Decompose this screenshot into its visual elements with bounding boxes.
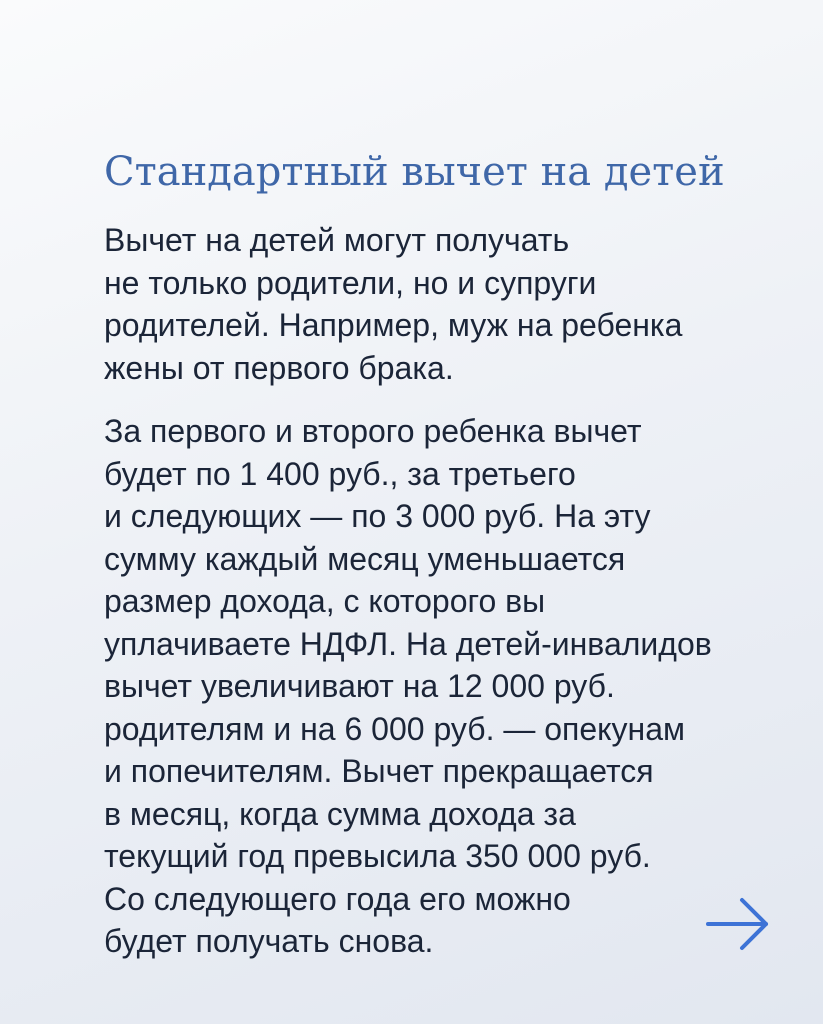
- paragraph-line: текущий год превысила 350 000 руб.: [104, 838, 651, 874]
- paragraph-line: родителям и на 6 000 руб. — опекунам: [104, 710, 685, 747]
- paragraph-line: родителей. Например, муж на ребенка: [104, 307, 683, 343]
- paragraph-line: размер дохода, с которого вы: [104, 583, 546, 619]
- paragraph-line: сумму каждый месяц уменьшается: [104, 540, 626, 577]
- arrow-right-icon: [702, 888, 774, 960]
- paragraph-line: вычет увеличивают на 12 000 руб.: [104, 668, 615, 704]
- paragraph-deduction-amounts: [104, 410, 712, 963]
- paragraph-line: в месяц, когда сумма дохода за: [104, 795, 576, 832]
- paragraph-line: будет по 1 400 руб., за третьего: [104, 455, 576, 492]
- paragraph-line: и следующих — по 3 000 руб. На эту: [104, 498, 651, 534]
- page-title: Стандартный вычет на детей: [104, 149, 725, 195]
- paragraph-line: будет получать снова.: [104, 923, 434, 959]
- paragraph-line: жены от первого брака.: [104, 349, 454, 386]
- paragraph-line: Со следующего года его можно: [104, 880, 571, 917]
- paragraph-line: уплачиваете НДФЛ. На детей-инвалидов: [104, 625, 712, 662]
- paragraph-line: Вычет на детей могут получать: [104, 222, 570, 258]
- paragraph-line: не только родители, но и супруги: [104, 264, 597, 301]
- paragraph-spouse-eligibility: [104, 219, 682, 389]
- paragraph-line: и попечителям. Вычет прекращается: [104, 753, 654, 789]
- next-slide-button[interactable]: [702, 888, 774, 960]
- paragraph-line: За первого и второго ребенка вычет: [104, 413, 642, 449]
